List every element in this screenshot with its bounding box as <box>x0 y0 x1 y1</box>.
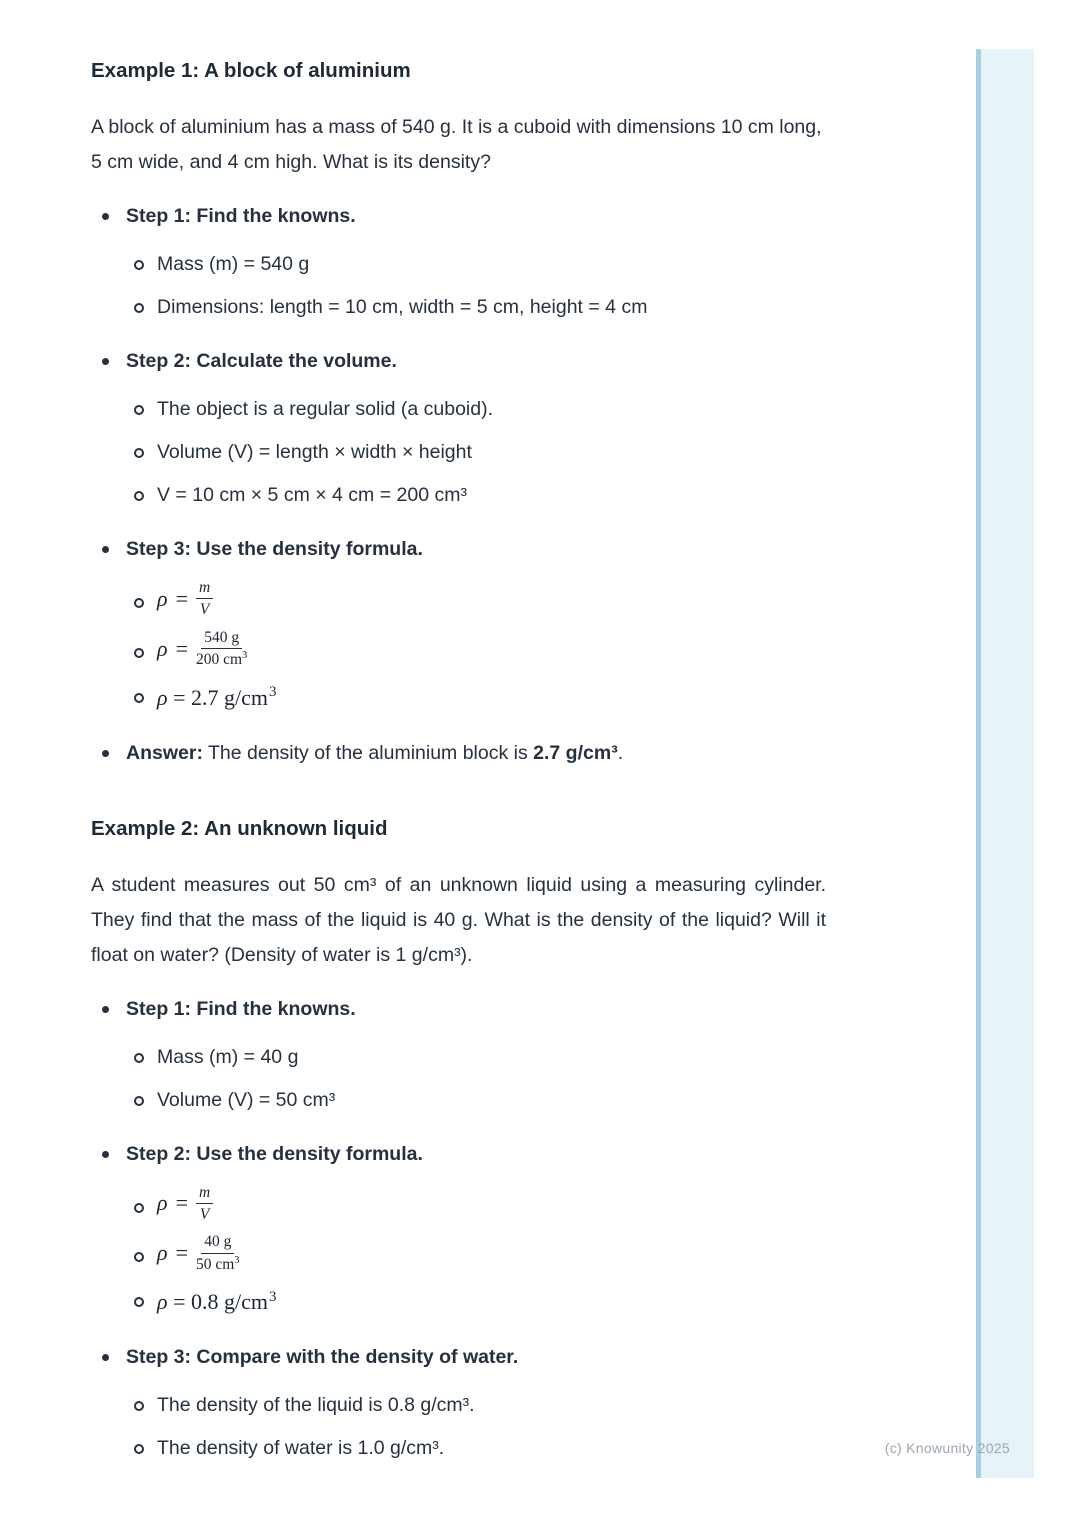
worked-examples-document <box>91 0 826 1466</box>
example-2-title: Example 2: An unknown liquid <box>91 816 388 840</box>
watermark: (c) Knowunity 2025 <box>884 1440 1010 1456</box>
substep-item: Dimensions: length = 10 cm, width = 5 cm, height = 4 cm <box>126 290 826 325</box>
step-label: Step 2: Use the density formula. <box>126 1142 423 1165</box>
formula-density-substituted: ρ = $\frac{540 g}{200 cm^3}$ <box>126 630 826 672</box>
example-2-steps-list <box>91 992 826 1467</box>
step-formulas <box>126 580 826 717</box>
example-1-steps-list <box>91 199 826 771</box>
substep-item: V = 10 cm × 5 cm × 4 cm = 200 cm³ <box>126 478 826 513</box>
step-item <box>91 532 826 717</box>
step-label: Step 1: Find the knowns. <box>126 205 356 227</box>
example-1-section <box>91 57 826 771</box>
step-label: Step 3: Compare with the density of water. <box>126 1346 519 1368</box>
formula-density-symbolic: ρ = $\frac{m}{V}$ <box>126 1185 826 1227</box>
step-item <box>91 1137 826 1322</box>
step-substeps <box>126 1388 826 1466</box>
substep-item: Mass (m) = 540 g <box>126 247 826 282</box>
answer-label: Answer: <box>126 741 203 764</box>
example-1-intro: A block of aluminium has a mass of 540 g. It is a cuboid with dimensions 10 cm long, 5 cm wide, and 4 cm high. What is its density? <box>91 116 822 173</box>
substep-item: The object is a regular solid (a cuboid). <box>126 392 826 427</box>
step-item <box>91 1340 826 1466</box>
fraction: $\frac{m}{V}$ <box>196 578 213 620</box>
substep-item: The density of water is 1.0 g/cm³. <box>126 1431 826 1466</box>
step-label: Step 2: Calculate the volume. <box>126 350 397 372</box>
substep-item: Volume (V) = length × width × height <box>126 435 826 470</box>
step-label: Step 1: Find the knowns. <box>126 997 356 1020</box>
answer-item: Answer: The density of the aluminium block is 2.7 g/cm³. <box>91 736 826 771</box>
formula-density-symbolic: ρ = $\frac{m}{V}$ <box>126 580 826 622</box>
answer-value: 2.7 g/cm³ <box>533 741 618 764</box>
formula-density-substituted: ρ = $\frac{40 g}{50 cm^3}$ <box>126 1234 826 1276</box>
formula-density-result: ρ = 0.8 $g/cm^3$ <box>126 1284 826 1321</box>
step-label: Step 3: Use the density formula. <box>126 538 423 560</box>
step-item <box>91 199 826 325</box>
step-item <box>91 344 826 513</box>
answer-text: The density of the aluminium block is <box>202 741 534 764</box>
formula-density-result: ρ = 2.7 $g/cm^3$ <box>126 680 826 717</box>
example-2-intro: A student measures out 50 cm³ of an unknown liquid using a measuring cylinder. They find that the mass of the liquid is 40 g. What is the density of the liquid? Will it float on water? (Density of water is 1 g/cm³). <box>91 873 826 966</box>
step-substeps <box>126 247 826 325</box>
step-item <box>91 992 826 1118</box>
substep-item: Mass (m) = 40 g <box>126 1040 826 1075</box>
fraction: $\frac{m}{V}$ <box>196 1183 213 1225</box>
substep-item: The density of the liquid is 0.8 g/cm³. <box>126 1388 826 1423</box>
example-2-section <box>91 815 826 1467</box>
step-substeps <box>126 392 826 513</box>
example-1-title: Example 1: A block of aluminium <box>91 59 411 82</box>
step-formulas <box>126 1185 826 1322</box>
fraction: $\frac{40 g}{50 cm^3}$ <box>195 1233 240 1273</box>
step-substeps <box>126 1040 826 1118</box>
fraction: $\frac{540 g}{200 cm^3}$ <box>195 628 248 669</box>
right-accent-bar <box>976 49 1034 1478</box>
substep-item: Volume (V) = 50 cm³ <box>126 1083 826 1118</box>
